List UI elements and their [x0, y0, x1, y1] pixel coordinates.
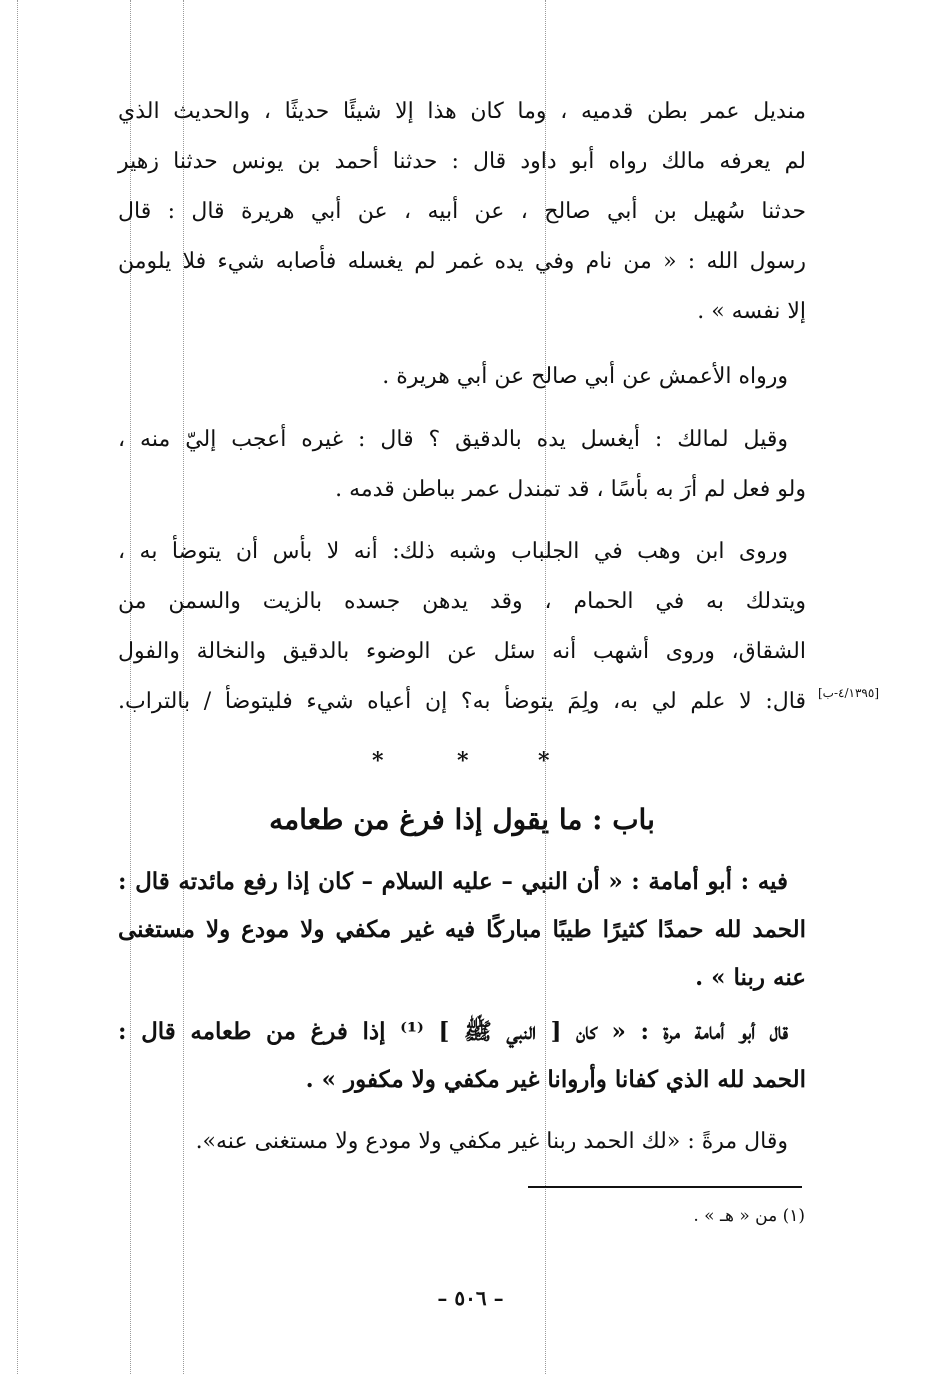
text-line: قال: لا علم لي به، ولِمَ يتوضأ به؟ إن أعياه شيء فليتوضأ / بالتراب.: [118, 689, 806, 714]
text-line: الشقاق، وروى أشهب أنه سئل عن الوضوء بالدقيق والنخالة والفول: [118, 639, 806, 664]
text-line: قال أبو أمامة مرة : « كان [ النبي ﷺ ] ⁽¹⁾ إذا فرغ من طعامه قال :: [118, 1018, 788, 1045]
chapter-heading: باب : ما يقول إذا فرغ من طعامه: [269, 803, 655, 836]
separator-star: *: [457, 748, 469, 774]
text-line: وقيل لمالك : أيغسل يده بالدقيق ؟ قال : غيره أعجب إليّ منه ،: [118, 427, 788, 452]
page-number: – ٥٠٦ –: [437, 1286, 504, 1310]
margin-reference: [٤/١٣٩٥-ب]: [818, 686, 880, 700]
scan-guide-line: [17, 0, 18, 1374]
separator-star: *: [538, 748, 550, 774]
footnote-separator: [528, 1186, 802, 1188]
section-separator: [0, 748, 941, 772]
text-line: وقال مرةً : «لك الحمد ربنا غير مكفي ولا مودع ولا مستغنى عنه».: [195, 1129, 788, 1154]
text-line: ويتدلك به في الحمام ، وقد يدهن جسده بالزيت والسمن من: [118, 589, 806, 614]
text-line: لم يعرفه مالك رواه أبو داود قال : حدثنا أحمد بن يونس حدثنا زهير: [118, 149, 806, 174]
text-line: إلا نفسه » .: [697, 299, 806, 324]
text-line: ورواه الأعمش عن أبي صالح عن أبي هريرة .: [382, 364, 788, 389]
text-line: فيه : أبو أمامة : « أن النبي – عليه السلام – كان إذا رفع مائدته قال :: [118, 868, 788, 895]
separator-star: *: [372, 748, 384, 774]
text-line: الحمد لله الذي كفانا وأروانا غير مكفي ولا مكفور » .: [305, 1066, 806, 1093]
text-line: عنه ربنا » .: [695, 964, 806, 991]
text-line: الحمد لله حمدًا كثيرًا طيبًا مباركًا فيه غير مكفي ولا مودع ولا مستغنى: [118, 916, 806, 943]
hadith-text: [118, 866, 806, 1126]
text-line: منديل عمر بطن قدميه ، وما كان هذا إلا شيئًا حديثًا ، والحديث الذي: [118, 99, 806, 124]
text-line: ولو فعل لم أرَ به بأسًا ، قد تمندل عمر بباطن قدمه .: [335, 477, 806, 502]
body-text: [118, 96, 806, 756]
footnote: (١) من « هـ » .: [693, 1206, 805, 1226]
text-line: رسول الله : « من نام وفي يده غمر لم يغسله فأصابه شيء فلا يلومن: [118, 249, 806, 274]
text-line: وروى ابن وهب في الجلباب وشبه ذلك: أنه لا بأس أن يتوضأ به ،: [118, 539, 788, 564]
closing-text: [118, 1126, 806, 1166]
text-line: حدثنا سُهيل بن أبي صالح ، عن أبيه ، عن أبي هريرة قال : قال: [118, 199, 806, 224]
